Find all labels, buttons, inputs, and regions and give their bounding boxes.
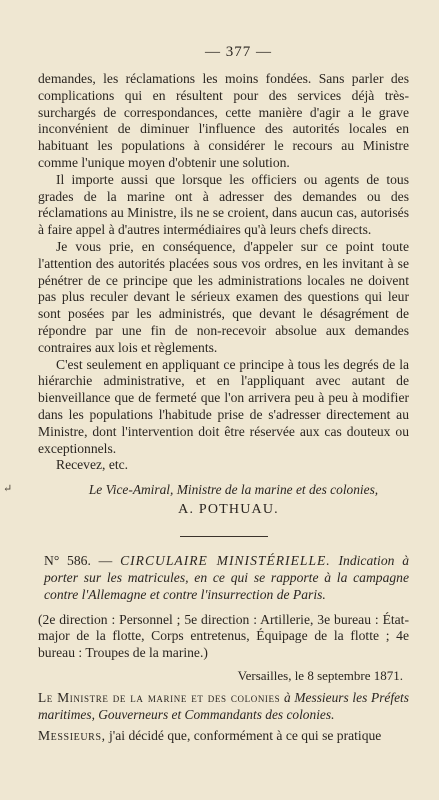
page-number: — 377 —	[205, 44, 272, 60]
opening-text: j'ai décidé que, conformément à ce qui se pratique	[109, 727, 382, 743]
address-to: à Messieurs les Préfets maritimes, Gouverneurs et Commandants des colonies.	[38, 689, 409, 722]
margin-mark-icon: ↵	[3, 483, 13, 495]
section-divider	[180, 536, 268, 537]
paragraph: Je vous prie, en conséquence, d'appeler sur ce point toute l'attention des autorités placées sous vos ordres, en les invitant à se pénétrer de ce principe que les administrations locales ne doivent pas plus reculer devant le sérieux examen des questions qui leur sont posées par les administrés, que devant le désagrément de répondre par une fin de non-recevoir absolue aux demandes contraires aux lois et règlements.	[38, 238, 409, 355]
circular-number: N° 586. —	[44, 553, 113, 569]
opening-line	[38, 728, 409, 745]
directions-note: (2e direction : Personnel ; 5e direction : Artillerie, 3e bureau : État-major de la flotte, Corps entretenus, Équipage de la flotte ; 4e bureau : Troupes de la marine.)	[38, 611, 409, 661]
place-date: Versailles, le 8 septembre 1871.	[237, 667, 403, 683]
opening-salutation: Messieurs,	[38, 727, 106, 743]
paragraph: Il importe aussi que lorsque les officiers ou agents de tous grades de la marine ont à adresser des demandes ou des réclamations au Ministre, ils ne se croient, dans aucun cas, autorisés à faire appel à d'autres intermédiaires qu'à leurs chefs directs.	[38, 171, 409, 238]
address-line	[38, 690, 409, 724]
signature-title: Le Vice-Amiral, Ministre de la marine et des colonies,	[88, 482, 379, 498]
closing-formula: Recevez, etc.	[56, 457, 129, 473]
letter-body	[38, 71, 409, 474]
paragraph-continuation: demandes, les réclamations les moins fondées. Sans parler des complications qui en résultent pour des services déjà très-surchargés de correspondances, cette manière d'agir a le grave inconvénient de diminuer l'influence des autorités locales en habituant les populations à considérer le recours au Ministre comme l'unique moyen d'obtenir une solution.	[38, 71, 409, 170]
signature-name: A. POTHUAU.	[178, 502, 279, 518]
circular-title: CIRCULAIRE MINISTÉRIELLE.	[120, 553, 331, 569]
circular-heading	[44, 553, 409, 603]
circular-subject: Indication à porter sur les matricules, en ce qui se rapporte à la campagne contre l'Allemagne et contre l'insurrection de Paris.	[44, 553, 410, 602]
address-from: Le Ministre de la marine et des colonies	[38, 689, 281, 705]
paragraph: C'est seulement en appliquant ce principe à tous les degrés de la hiérarchie administrative, et en l'appliquant avec autant de bienveillance que de fermeté que l'on arrivera peu à peu à modifier dans les populations l'habitude prise de s'adresser directement au Ministre, dont l'intervention doit être réservée aux cas douteux ou exceptionnels.	[38, 356, 409, 456]
